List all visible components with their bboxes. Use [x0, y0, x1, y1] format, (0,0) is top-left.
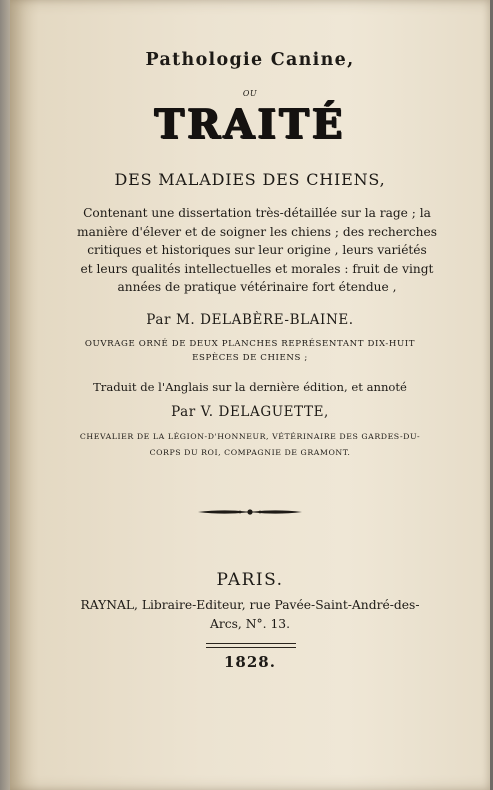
title-page — [10, 0, 490, 790]
translator-name: V. DELAGUETTE, — [200, 404, 329, 420]
description-block — [52, 204, 462, 297]
book-spine — [0, 0, 10, 790]
translator-line — [10, 404, 490, 420]
title-line-2: DES MALADIES DES CHIENS, — [114, 170, 386, 189]
publisher-line-2: Arcs, N°. 13. — [209, 617, 291, 631]
title-main: TRAITÉ — [154, 101, 346, 148]
description-line: années de pratique vétérinaire fort étendue , — [117, 280, 397, 295]
translator-par: Par — [171, 404, 196, 420]
description-line: et leurs qualités intellectuelles et morales : fruit de vingt — [80, 261, 434, 276]
ornament-divider-icon — [196, 505, 304, 519]
description-line: Contenant une dissertation très-détaillée sur la rage ; la — [83, 206, 431, 220]
publication-year: 1828. — [224, 653, 276, 671]
rule-top-2 — [206, 647, 296, 648]
imprint-city: PARIS. — [216, 570, 284, 590]
rule-top — [206, 643, 296, 644]
author-par: Par — [146, 312, 172, 328]
work-note-line-1: OUVRAGE ORNÉ DE DEUX PLANCHES REPRÉSENTANT DIX-HUIT — [84, 339, 416, 349]
title-ou: OU — [242, 89, 258, 98]
title-line-1: Pathologie Canine, — [145, 50, 355, 70]
translation-note: Traduit de l'Anglais sur la dernière édition, et annoté — [93, 380, 407, 394]
translator-titles-line-2: CORPS DU ROI, COMPAGNIE DE GRAMONT. — [149, 448, 351, 457]
author-name: M. DELABÈRE-BLAINE. — [175, 312, 354, 328]
description-line: critiques et historiques sur leur origine , leurs variétés — [87, 243, 427, 258]
author-line — [10, 312, 490, 328]
translator-titles-line-1: CHEVALIER DE LA LÉGION-D'HONNEUR, VÉTÉRINAIRE DES GARDES-DU- — [79, 432, 421, 441]
work-note-line-2: ESPÈCES DE CHIENS ; — [192, 353, 308, 363]
description-line: manière d'élever et de soigner les chiens ; des recherches — [77, 224, 437, 239]
publisher-line-1: RAYNAL, Libraire-Editeur, rue Pavée-Saint-André-des- — [80, 598, 420, 612]
